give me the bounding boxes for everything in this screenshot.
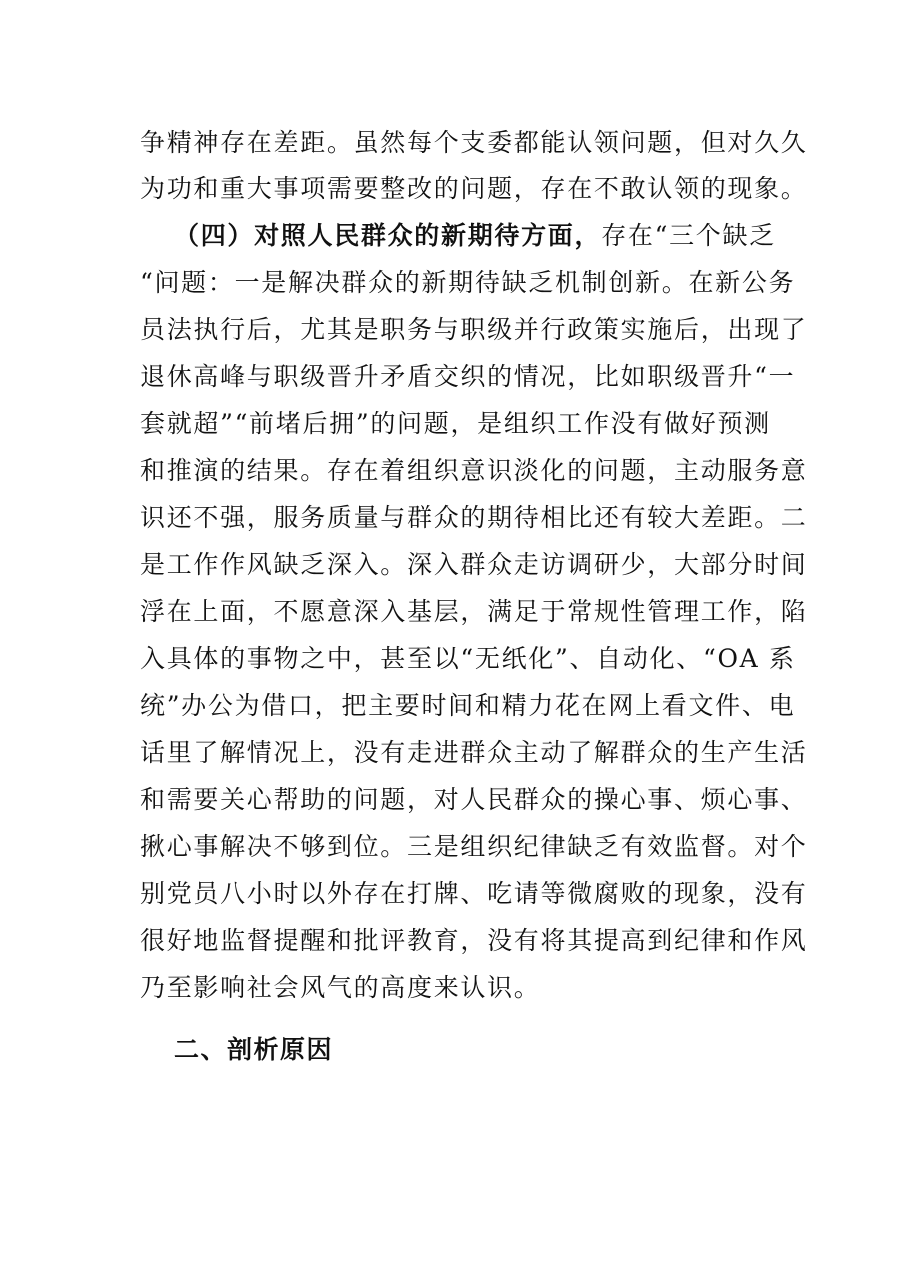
text-line: 是工作作风缺乏深入。深入群众走访调研少，大部分时间 (140, 550, 808, 579)
text-line: 员法执行后，尤其是职务与职级并行政策实施后，出现了 (140, 315, 808, 344)
text-line: 和推演的结果。存在着组织意识淡化的问题，主动服务意 (140, 456, 808, 485)
text-line: “问题：一是解决群众的新期待缺乏机制创新。在新公务 (140, 268, 796, 297)
text-line: 统”办公为借口，把主要时间和精力花在网上看文件、电 (140, 691, 796, 720)
section-4-heading: （四）对照人民群众的新期待方面， (174, 221, 602, 250)
section-heading-analysis: 二、剖析原因 (174, 1035, 334, 1064)
text-line: 识还不强，服务质量与群众的期待相比还有较大差距。二 (140, 503, 808, 532)
text-line: 很好地监督提醒和批评教育，没有将其提高到纪律和作风 (140, 926, 808, 955)
text-line: 入具体的事物之中，甚至以“无纸化”、自动化、“OA 系 (140, 644, 796, 673)
text-line: 揪心事解决不够到位。三是组织纪律缺乏有效监督。对个 (140, 832, 808, 861)
text-line: 别党员八小时以外存在打牌、吃请等微腐败的现象，没有 (140, 879, 808, 908)
text-line: 为功和重大事项需要整改的问题，存在不敢认领的现象。 (140, 174, 808, 203)
text-line: 争精神存在差距。虽然每个支委都能认领问题，但对久久 (140, 128, 808, 157)
section-4-text: 存在“三个缺乏 (601, 221, 776, 250)
section-4-line (174, 218, 776, 254)
text-line: 退休高峰与职级晋升矛盾交织的情况，比如职级晋升“一 (140, 362, 796, 391)
text-line: 和需要关心帮助的问题，对人民群众的操心事、烦心事、 (140, 785, 808, 814)
text-line: 话里了解情况上，没有走进群众主动了解群众的生产生活 (140, 738, 808, 767)
text-line: 套就超”“前堵后拥”的问题，是组织工作没有做好预测 (140, 409, 771, 438)
text-line: 乃至影响社会风气的高度来认识。 (140, 973, 541, 1002)
text-line: 浮在上面，不愿意深入基层，满足于常规性管理工作，陷 (140, 597, 808, 626)
